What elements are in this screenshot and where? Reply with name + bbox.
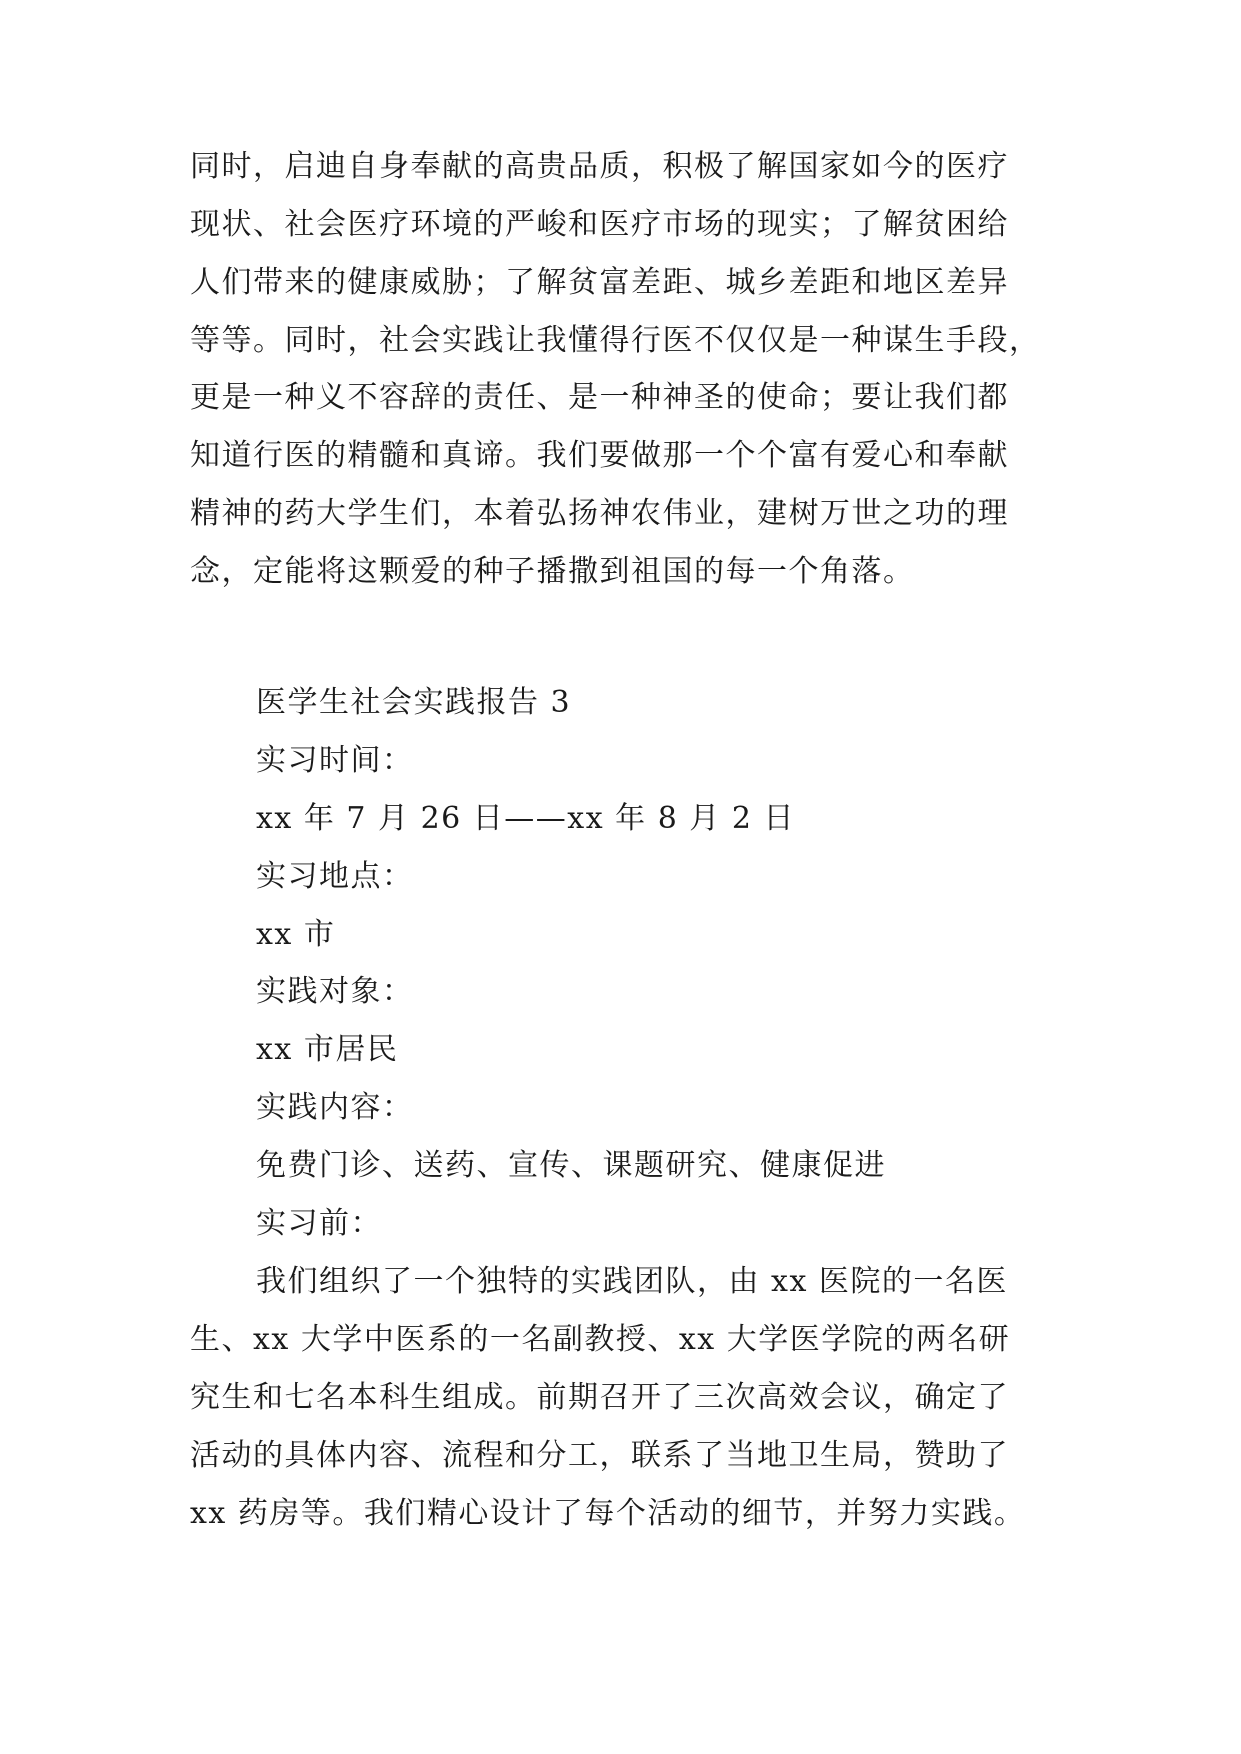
text-line: 念，定能将这颗爱的种子播撒到祖国的每一个角落。 bbox=[190, 554, 915, 589]
section-title: 医学生社会实践报告 3 bbox=[256, 685, 572, 720]
text-line: 究生和七名本科生组成。前期召开了三次高效会议，确定了 bbox=[190, 1380, 1009, 1415]
text-line: 知道行医的精髓和真谛。我们要做那一个个富有爱心和奉献 bbox=[190, 438, 1009, 473]
text-line: 活动的具体内容、流程和分工，联系了当地卫生局，赞助了 bbox=[190, 1438, 1009, 1473]
text-line: 更是一种义不容辞的责任、是一种神圣的使命；要让我们都 bbox=[190, 380, 1009, 415]
content-value: 免费门诊、送药、宣传、课题研究、健康促进 bbox=[256, 1148, 886, 1183]
text-line: xx 药房等。我们精心设计了每个活动的细节，并努力实践。 bbox=[190, 1496, 1026, 1531]
content-label: 实践内容： bbox=[256, 1090, 414, 1125]
time-label: 实习时间： bbox=[256, 743, 414, 778]
text-line: 现状、社会医疗环境的严峻和医疗市场的现实；了解贫困给 bbox=[190, 207, 1009, 242]
text-line: 我们组织了一个独特的实践团队，由 xx 医院的一名医 bbox=[256, 1264, 1008, 1299]
object-label: 实践对象： bbox=[256, 974, 414, 1009]
text-line: 等等。同时，社会实践让我懂得行医不仅仅是一种谋生手段， bbox=[190, 323, 1041, 358]
text-line: 精神的药大学生们，本着弘扬神农伟业，建树万世之功的理 bbox=[190, 496, 1009, 531]
place-value: xx 市 bbox=[256, 917, 336, 952]
text-line: 生、xx 大学中医系的一名副教授、xx 大学医学院的两名研 bbox=[190, 1322, 1011, 1357]
time-value: xx 年 7 月 26 日——xx 年 8 月 2 日 bbox=[256, 801, 795, 836]
text-line: 人们带来的健康威胁；了解贫富差距、城乡差距和地区差异 bbox=[190, 265, 1009, 300]
place-label: 实习地点： bbox=[256, 859, 414, 894]
text-line: 同时，启迪自身奉献的高贵品质，积极了解国家如今的医疗 bbox=[190, 149, 1009, 184]
object-value: xx 市居民 bbox=[256, 1032, 399, 1067]
before-label: 实习前： bbox=[256, 1206, 382, 1241]
